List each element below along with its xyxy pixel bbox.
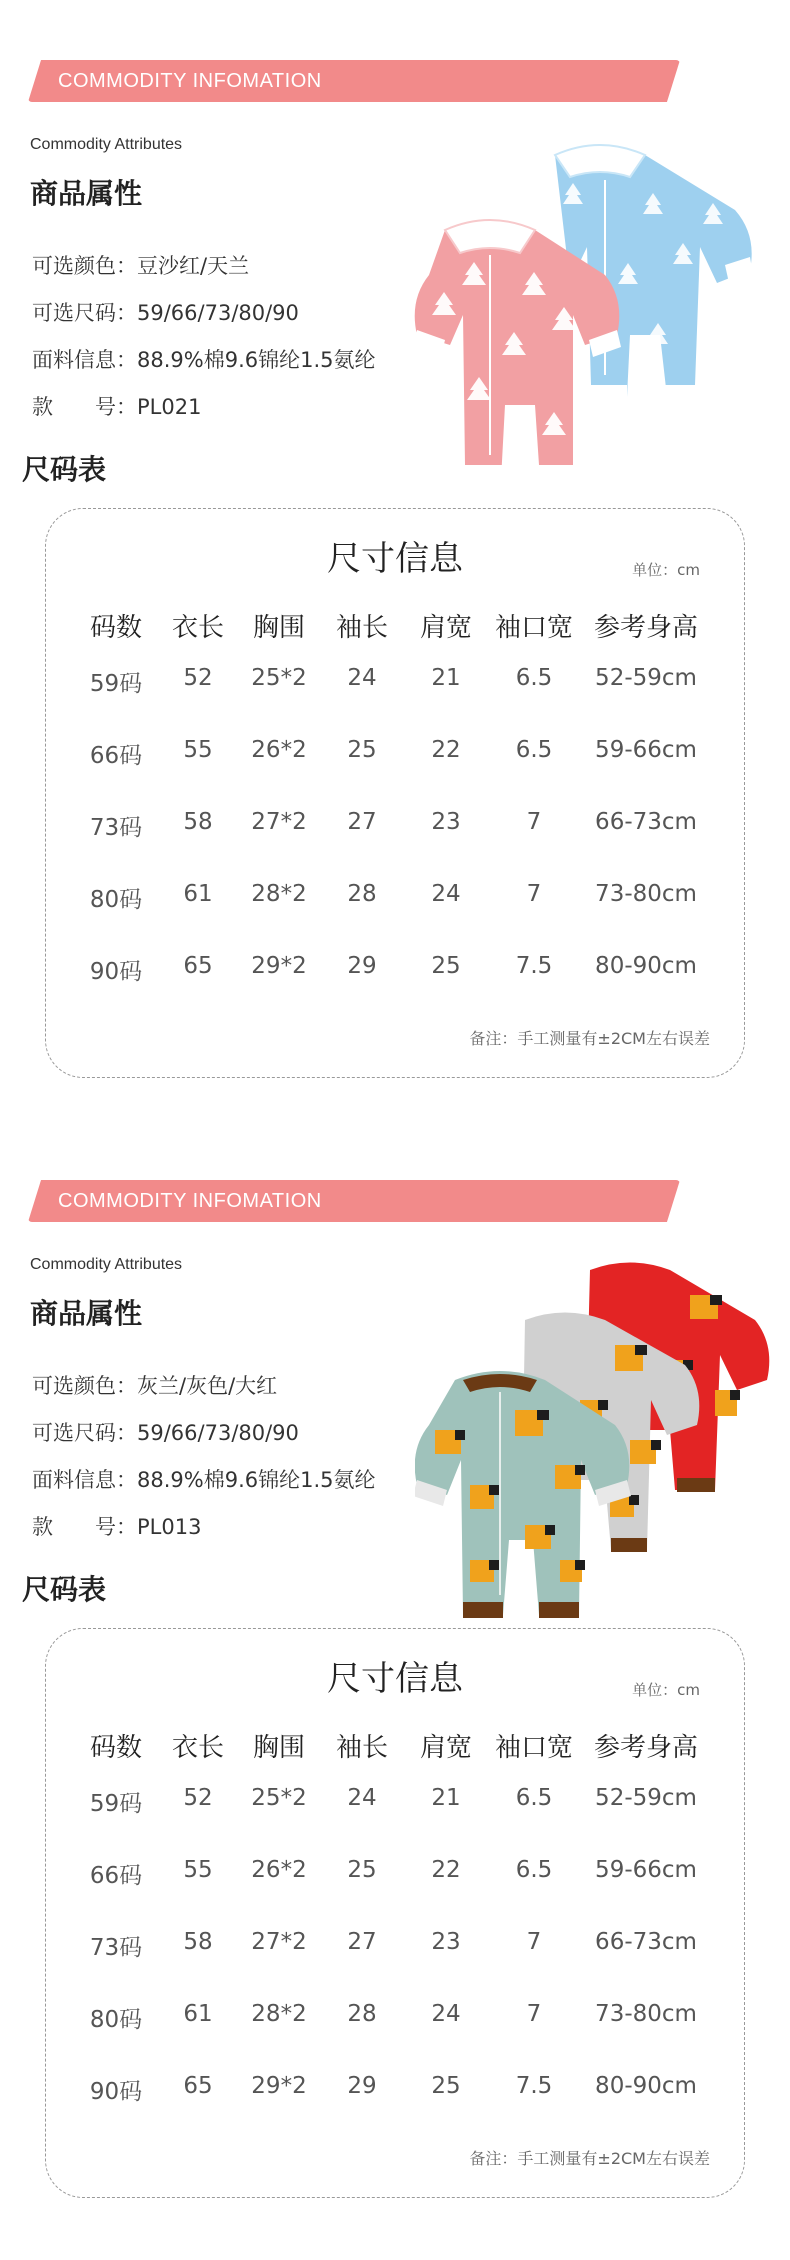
table-cell: 6.5	[515, 1857, 553, 1883]
attribute-size: 可选尺码：59/66/73/80/90	[32, 301, 299, 325]
product-image-rompers	[415, 1250, 780, 1630]
size-chart-title: 尺码表	[22, 1573, 107, 1606]
header-cell: 袖长	[335, 1733, 389, 1763]
product-section-2	[0, 1120, 790, 2230]
table-unit: 单位：cm	[632, 1681, 700, 1699]
table-cell: 80-90cm	[595, 2073, 697, 2099]
table-row	[46, 737, 744, 773]
table-cell: 73-80cm	[595, 881, 697, 907]
table-cell: 25	[347, 1857, 377, 1883]
table-cell: 65	[183, 2073, 213, 2099]
table-cell: 7.5	[515, 953, 553, 979]
header-cell: 衣长	[171, 1733, 225, 1763]
table-cell: 66码	[89, 743, 143, 769]
table-cell: 24	[347, 665, 377, 691]
table-unit: 单位：cm	[632, 561, 700, 579]
section-banner	[28, 1180, 680, 1222]
size-chart-title: 尺码表	[22, 453, 107, 486]
table-note: 备注：手工测量有±2CM左右误差	[469, 1029, 710, 1048]
table-cell: 7.5	[515, 2073, 553, 2099]
table-cell: 59-66cm	[595, 737, 697, 763]
table-cell: 22	[431, 1857, 461, 1883]
table-cell: 80码	[89, 2007, 143, 2033]
table-cell: 21	[431, 1785, 461, 1811]
table-cell: 65	[183, 953, 213, 979]
table-cell: 55	[183, 737, 213, 763]
size-table	[45, 508, 745, 1078]
table-cell: 7	[526, 1929, 542, 1955]
table-cell: 27*2	[251, 1929, 307, 1955]
table-row	[46, 1785, 744, 1821]
table-cell: 27	[347, 809, 377, 835]
attributes-title-zh: 商品属性	[30, 1297, 143, 1330]
table-cell: 25	[431, 953, 461, 979]
table-cell: 29	[347, 953, 377, 979]
attribute-fabric: 面料信息：88.9%棉9.6锦纶1.5氨纶	[32, 348, 376, 372]
header-cell: 码数	[89, 1733, 143, 1763]
table-cell: 66-73cm	[595, 1929, 697, 1955]
header-cell: 胸围	[252, 613, 306, 643]
attributes-title-en: Commodity Attributes	[30, 136, 183, 153]
banner-text: COMMODITY INFOMATION	[58, 1190, 322, 1212]
table-cell: 24	[431, 881, 461, 907]
table-cell: 6.5	[515, 665, 553, 691]
table-row	[46, 1857, 744, 1893]
product-image-rompers	[405, 135, 780, 505]
header-cell: 袖口宽	[494, 1733, 574, 1763]
table-cell: 23	[431, 1929, 461, 1955]
product-section-1	[0, 0, 790, 1110]
table-cell: 58	[183, 1929, 213, 1955]
header-cell: 肩宽	[419, 613, 473, 643]
attribute-color: 可选颜色：灰兰/灰色/大红	[32, 1374, 278, 1398]
table-header	[46, 607, 744, 647]
header-cell: 袖长	[335, 613, 389, 643]
table-cell: 52	[183, 665, 213, 691]
size-table	[45, 1628, 745, 2198]
attribute-color: 可选颜色：豆沙红/天兰	[32, 254, 250, 278]
table-cell: 21	[431, 665, 461, 691]
table-row	[46, 665, 744, 701]
table-cell: 66码	[89, 1863, 143, 1889]
table-cell: 80-90cm	[595, 953, 697, 979]
table-row	[46, 2001, 744, 2037]
table-row	[46, 881, 744, 917]
table-cell: 59码	[89, 671, 143, 697]
table-cell: 27	[347, 1929, 377, 1955]
table-cell: 7	[526, 809, 542, 835]
table-cell: 24	[347, 1785, 377, 1811]
table-cell: 6.5	[515, 737, 553, 763]
table-cell: 52	[183, 1785, 213, 1811]
header-cell: 衣长	[171, 613, 225, 643]
table-cell: 52-59cm	[595, 1785, 697, 1811]
header-cell: 肩宽	[419, 1733, 473, 1763]
table-cell: 90码	[89, 2079, 143, 2105]
table-note: 备注：手工测量有±2CM左右误差	[469, 2149, 710, 2168]
table-row	[46, 953, 744, 989]
table-cell: 59码	[89, 1791, 143, 1817]
attribute-style-no: 款 号：PL021	[32, 395, 202, 419]
table-cell: 26*2	[251, 737, 307, 763]
table-cell: 58	[183, 809, 213, 835]
table-cell: 55	[183, 1857, 213, 1883]
table-cell: 25	[347, 737, 377, 763]
table-cell: 7	[526, 2001, 542, 2027]
table-cell: 52-59cm	[595, 665, 697, 691]
table-cell: 73码	[89, 1935, 143, 1961]
table-cell: 90码	[89, 959, 143, 985]
attributes-title-en: Commodity Attributes	[30, 1256, 183, 1273]
table-cell: 59-66cm	[595, 1857, 697, 1883]
table-cell: 66-73cm	[595, 809, 697, 835]
attribute-style-no: 款 号：PL013	[32, 1515, 202, 1539]
table-cell: 26*2	[251, 1857, 307, 1883]
table-cell: 22	[431, 737, 461, 763]
table-cell: 23	[431, 809, 461, 835]
table-cell: 73-80cm	[595, 2001, 697, 2027]
banner-text: COMMODITY INFOMATION	[58, 70, 322, 92]
table-cell: 7	[526, 881, 542, 907]
header-cell: 袖口宽	[494, 613, 574, 643]
table-cell: 28	[347, 2001, 377, 2027]
table-cell: 25*2	[251, 665, 307, 691]
table-cell: 6.5	[515, 1785, 553, 1811]
header-cell: 参考身高	[593, 1733, 699, 1763]
table-cell: 28*2	[251, 2001, 307, 2027]
table-cell: 29*2	[251, 2073, 307, 2099]
table-title: 尺寸信息	[327, 539, 463, 579]
table-cell: 29*2	[251, 953, 307, 979]
table-row	[46, 1929, 744, 1965]
table-cell: 28*2	[251, 881, 307, 907]
table-cell: 28	[347, 881, 377, 907]
section-banner	[28, 60, 680, 102]
table-cell: 24	[431, 2001, 461, 2027]
table-header	[46, 1727, 744, 1767]
table-title: 尺寸信息	[327, 1659, 463, 1699]
header-cell: 参考身高	[593, 613, 699, 643]
table-cell: 29	[347, 2073, 377, 2099]
attribute-fabric: 面料信息：88.9%棉9.6锦纶1.5氨纶	[32, 1468, 376, 1492]
attributes-title-zh: 商品属性	[30, 177, 143, 210]
table-cell: 25	[431, 2073, 461, 2099]
table-cell: 73码	[89, 815, 143, 841]
header-cell: 码数	[89, 613, 143, 643]
header-cell: 胸围	[252, 1733, 306, 1763]
table-cell: 61	[183, 2001, 213, 2027]
table-row	[46, 809, 744, 845]
table-row	[46, 2073, 744, 2109]
table-cell: 80码	[89, 887, 143, 913]
table-cell: 61	[183, 881, 213, 907]
table-cell: 27*2	[251, 809, 307, 835]
attribute-size: 可选尺码：59/66/73/80/90	[32, 1421, 299, 1445]
table-cell: 25*2	[251, 1785, 307, 1811]
